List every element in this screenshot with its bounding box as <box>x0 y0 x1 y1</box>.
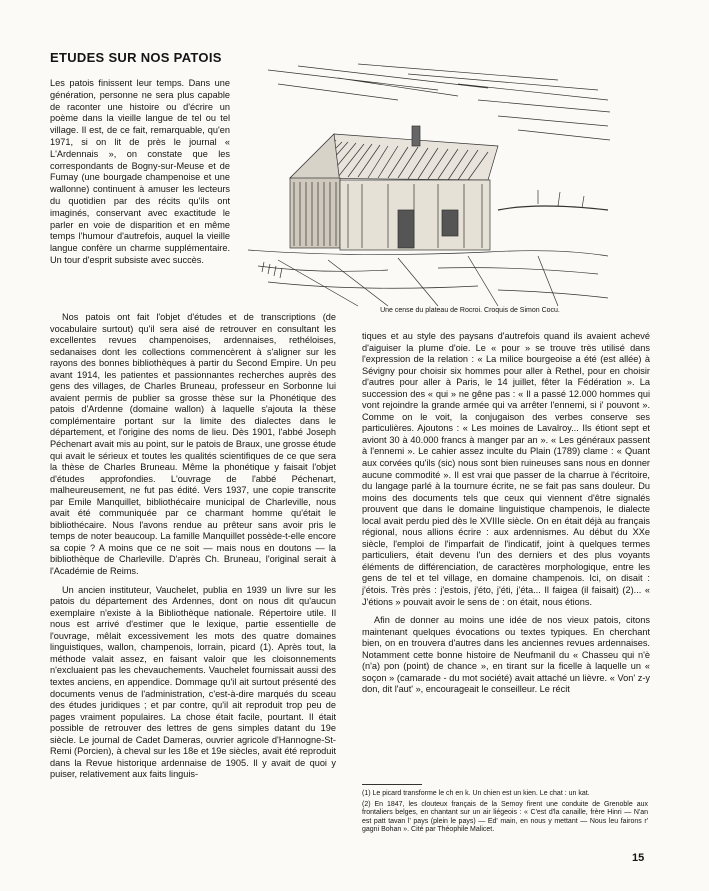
figure-caption: Une cense du plateau de Rocroi. Croquis de Simon Cocu. <box>380 307 560 314</box>
farmhouse-sketch <box>238 60 618 308</box>
paragraph: Afin de donner au moins une idée de nos vieux patois, citons maintenant quelques évocations ou textes typiques. En cherchant bien, on en trouvera d'autres dans les anciennes revues ardennaises. Notamment cette bonne histoire de Neufmanil du « Chasseu qui n'è (n'a) pon (point) de chance », en tirant sur la ficelle à laquelle un « soçon » (camarade - du mot société) avait attaché un lièvre. « Von' z-y don, dit l'aut' », encourageait le conseilleur. Le récit <box>362 615 650 695</box>
paragraph: Nos patois ont fait l'objet d'études et de transcriptions (de vocabulaire surtout) qu'il sera aisé de retrouver en consultant les excellentes revues champenoises, ardennaises, rethéloises, sedanaises dont les collections commencèrent à s'aligner sur les rayons des bonnes bibliothèques à partir du Second Empire. Un peu avant 1914, les patientes et passionnantes recherches auprès des gens des villages, de Charles Bruneau, professeur en Sorbonne lui avaient permis de publier sa grosse thèse sur la Phonétique des patois d'Ardenne (domaine wallon) à laquelle s'ajouta la thèse complémentaire portant sur la limite des dialectes dans le département, et l'origine des noms de lieu. Dès 1901, l'abbé Joseph Péchenart avait mis au point, sur le patois de Braux, une grosse étude qui avait le sérieux et toutes les qualités scientifiques de ce que sera la thèse de Charles Bruneau. Même la phonétique y faisait l'objet d'études approfondies. L'ouvrage de l'abbé Péchenart, malheureusement, ne fut pas édité. Vers 1937, une copie transcrite par Emile Manquillet, bibliothécaire municipal de Charleville, nous avait été communiquée par ce charmant homme qu'était le bibliothécaire. Nous l'avons rendue au prêteur sans avoir pris le temps de noter beaucoup. La famille Manquillet possède-t-elle encore sa copie ? A moins que ce ne soit — mais nous en doutons — la bibliothèque de Charleville. D'après Ch. Bruneau, l'original serait à l'Académie de Reims. <box>50 312 337 577</box>
paragraph: tiques et au style des paysans d'autrefois quand ils avaient achevé d'aiguiser la plume d'oie. Le « pour » se trouve très utilisé dans l'expression de la relation : « La milice bourgeoise a été (est allée) à Sévigny pour choisir six hommes pour aller à Rethel, pour en choisir d'autres pour aller à Paris, le 14 juillet, fêter la Fédération ». La succession des « qui » ne gêne pas : « Il a passé 12.000 hommes qui vont rejoindre la grande armée qui va arrêter l'ennemi, si i' pouvont ». Comme on le voit, la conjugaison des verbes conserve ses particulières. Ajoutons : « Les moines de Lavalroy... Ils étiont sept et aviont 30 à 40.000 francs à manger par an ». « Les généraux passent à l'ennemi ». Le cahier assez inculte du Plain (1789) clame : « Quant aux corvées qu'ils (sic) nous sont bien ruineuses sans nous en donner aucune commodité ». Il est vrai que passer de la charrue à l'écritoire, du langage parlé à la tournure écrite, ne se fait pas sans douleur. Du moins des documents tels que ceux qui viennent d'être signalés prouvent que dans le domaine linguistique champenois, le dialecte local avait perdu pied dès le XVIIIe siècle. On en était déjà au français régional, nous allions écrire : aux ardennismes. Au début du XXe siècle, l'emploi de l'imparfait de l'indicatif, joint à quelques termes particuliers, était devenu l'un des derniers et des plus voyants éléments de différenciation, de caractères morphologique, entre les gens de tel et tel village, en domaine champenois. Ici, on disait : j'étois. Très près : j'estois, j'éto, j'éti, j'éta... Il faigea (il faisait) (2)... « J'étions » pouvait avoir le sens de : on était, nous étions. <box>362 331 650 607</box>
column-right <box>362 331 650 696</box>
footnote-divider <box>362 784 422 785</box>
paragraph: Un ancien instituteur, Vauchelet, publia en 1939 un livre sur les patois du département des Ardennes, dont on nous dit qu'aucun exemplaire n'existe à la Bibliothèque nationale. Répertoire utile. Il nous est arrivé d'estimer que le lexique, partie essentielle de l'ouvrage, mêlait excessivement les mots des quatre domaines linguistiques, wallon, champenois, lorrain, picard (1). Après tout, la méthode valait assez, en faisant valoir que les cloisonnements n'excluaient pas les chevauchements. Vauchelet fournissait aussi des textes anciens, en appendice. Dommage qu'il ait surtout présenté des documents venus de l'administration, c'est-à-dire marqués du sceau des études juridiques ; et par contre, qu'il ait reproduit trop peu de pages vraiment populaires. La chose était facile, pourtant. Il était possible de retrouver des lettres de gens simples datant du 19e siècle. Le journal de Cadet Dameras, ouvrier agricole d'Hannogne-St-Remi (Porcien), à cheval sur les 18e et 19e siècles, avait été reproduit dans la Revue historique ardennaise de 1905. Il y avait de quoi y puiser, relativement aux faits linguis- <box>50 584 336 780</box>
footnote: (2) En 1847, les clouteux français de la Semoy firent une conduite de Grenoble aux frontaliers belges, en chantant sur un air liégeois : « C'est d'la canaille, frère Hinri — N'an est patt tavan l' pays (plein le pays) — Ed' main, en nous y mettant — Nous leu fairons r' gagni Bohan ». Cité par Théophile Malicet. <box>362 800 648 834</box>
intro-paragraph: Les patois finissent leur temps. Dans une génération, personne ne sera plus capable de raconter une histoire ou d'écrire un poème dans la vieille langue de tel ou tel village. Il est, de ce fait, remarquable, qu'en 1971, si on lit de près le journal « L'Ardennais », on constate que les correspondants de Bogny-sur-Meuse et de Fumay (une bourgade champenoise et une wallonne) continuent à amuser les lecteurs du quotidien par des récits qu'ils ont imaginés, conservant avec exactitude le parler en voie de disparition et en même temps l'humour d'autrefois, auquel la vieille langue confère un charme supplémentaire. Un tour d'esprit subsiste avec succès. <box>50 78 230 265</box>
footnote: (1) Le picard transforme le ch en k. Un chien est un kien. Le chat : un kat. <box>362 790 590 797</box>
page-number: 15 <box>632 852 645 864</box>
article-title: ETUDES SUR NOS PATOIS <box>50 50 222 65</box>
footnotes <box>362 790 648 837</box>
column-left <box>50 312 336 781</box>
